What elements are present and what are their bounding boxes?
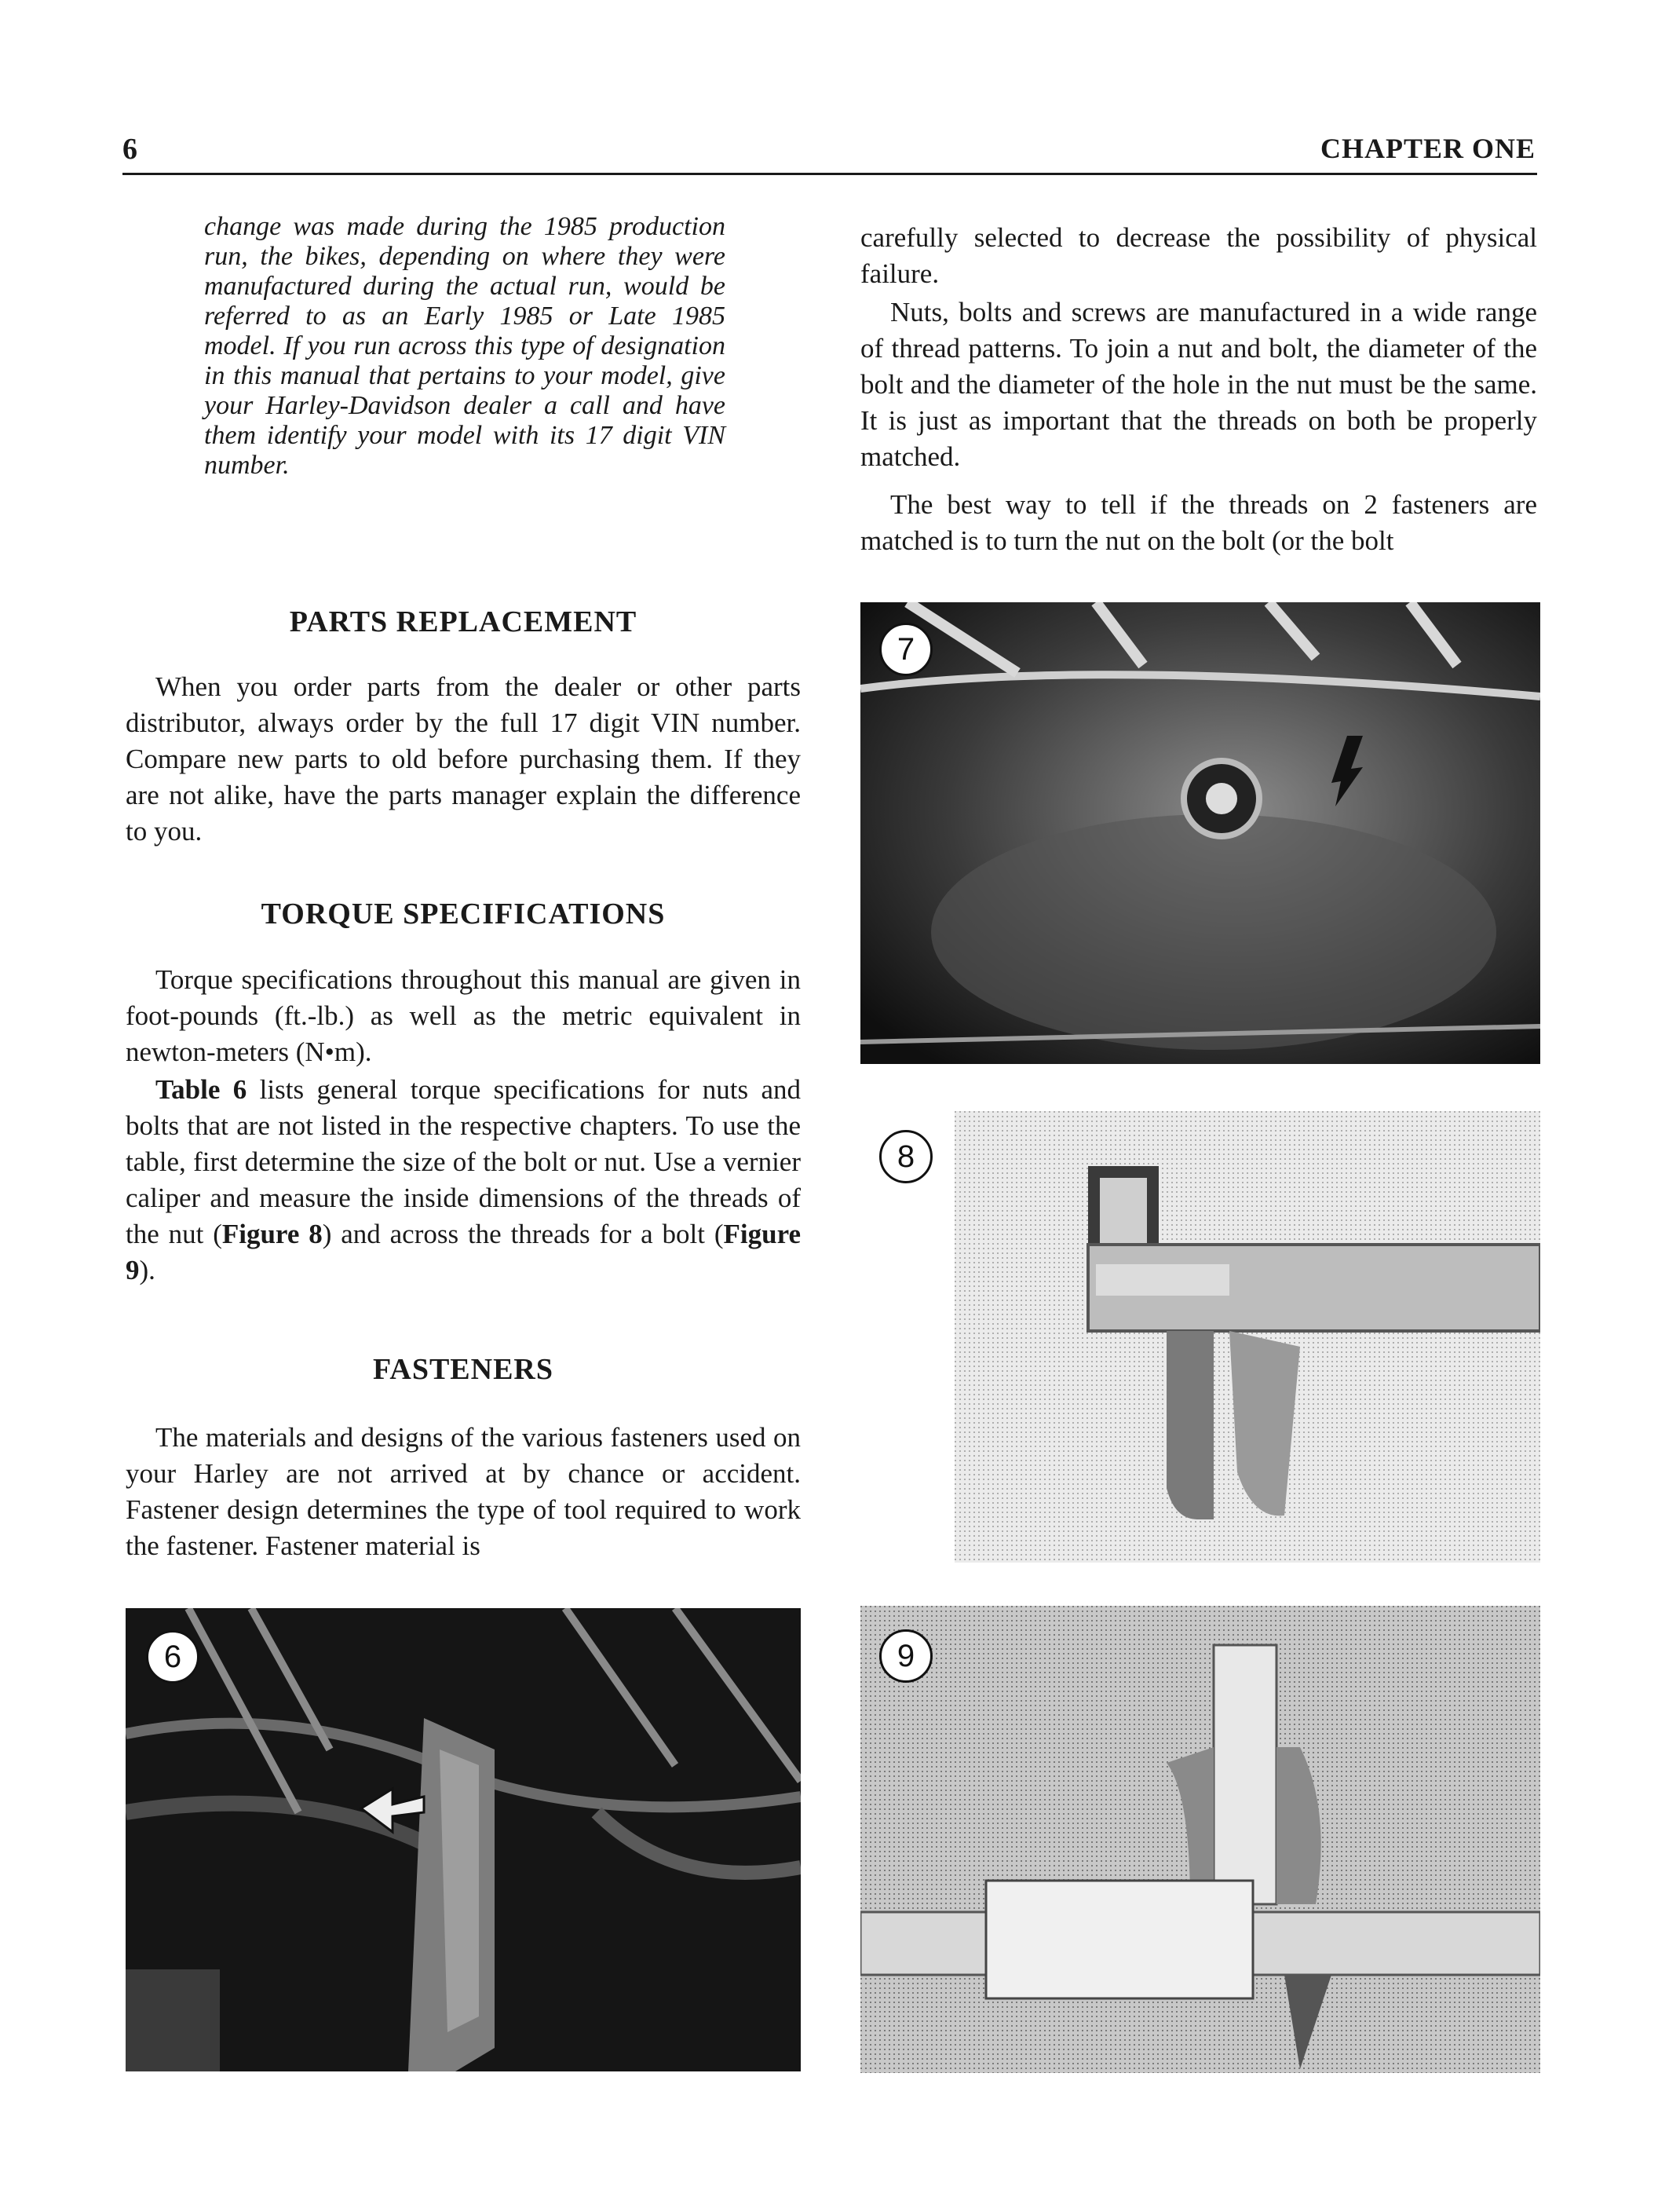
torque-body-text-b: ) and across the threads for a bolt ( bbox=[322, 1219, 724, 1249]
header-rule bbox=[122, 173, 1537, 175]
table-6-reference: Table 6 bbox=[155, 1074, 247, 1105]
torque-specifications-body-2 bbox=[126, 1072, 801, 1289]
caliper-nut-photo bbox=[860, 1111, 1540, 1563]
figure-7-badge: 7 bbox=[879, 623, 933, 676]
note-block bbox=[126, 212, 801, 481]
right-para-1: carefully selected to decrease the possibility of physical failure. bbox=[860, 222, 1537, 289]
page-number: 6 bbox=[122, 133, 137, 166]
figure-8-photo bbox=[860, 1111, 1540, 1563]
torque-specifications-heading: TORQUE SPECIFICATIONS bbox=[261, 898, 666, 931]
figure-9-badge: 9 bbox=[879, 1629, 933, 1683]
engine-photo bbox=[860, 602, 1540, 1064]
motorcycle-detail-photo bbox=[126, 1608, 801, 2071]
figure-8-badge: 8 bbox=[879, 1130, 933, 1183]
right-para-2: Nuts, bolts and screws are manufactured in a wide range of thread patterns. To join a nut and bolt, the diameter of the bolt and the diameter of the hole in the nut must be the same. It is just as important that the threads on both be properly matched. bbox=[860, 297, 1537, 472]
parts-replacement-heading: PARTS REPLACEMENT bbox=[289, 605, 637, 638]
caliper-bolt-photo bbox=[860, 1606, 1540, 2073]
torque-specifications-body-1: Torque specifications throughout this manual are given in foot-pounds (ft.-lb.) as well as the metric equivalent in newton-meters (N•m). bbox=[126, 964, 801, 1067]
fasteners-heading: FASTENERS bbox=[372, 1353, 554, 1386]
figure-9-photo bbox=[860, 1606, 1540, 2073]
right-para-3: The best way to tell if the threads on 2 fasteners are matched is to turn the nut on the bolt (or the bolt bbox=[860, 489, 1537, 556]
figure-8-reference: Figure 8 bbox=[221, 1219, 323, 1249]
figure-7-photo bbox=[860, 602, 1540, 1064]
figure-6-badge: 6 bbox=[146, 1630, 199, 1684]
parts-replacement-body: When you order parts from the dealer or other parts distributor, always order by the full 17 digit VIN number. Compare new parts to old before purchasing them. If they are not alike, have the parts manager explain the difference to you. bbox=[126, 671, 801, 846]
note-text: change was made during the 1985 production run, the bikes, depending on where they were manufactured during the actual run, would be referred to as an Early 1985 or Late 1985 model. If you run across this type of designation in this manual that pertains to your model, give your Harley-Davidson dealer a call and have them identify your model with its 17 digit VIN number. bbox=[204, 212, 725, 480]
torque-body-text-a: lists general torque specifications for nuts and bolts that are not listed in the respective chapters. To use the table, first determine the size of the bolt or nut. Use a vernier caliper and measure the inside dimensions of the threads of the nut ( bbox=[126, 1074, 802, 1249]
fasteners-body: The materials and designs of the various fasteners used on your Harley are not arrived at by chance or accident. Fastener design determines the type of tool required to work the fastener. Fastener material is bbox=[126, 1422, 801, 1561]
torque-body-text-c: ). bbox=[139, 1255, 155, 1285]
figure-6-photo bbox=[126, 1608, 801, 2071]
chapter-title: CHAPTER ONE bbox=[1320, 133, 1536, 164]
figure-9-reference: Figure 9 bbox=[126, 1219, 802, 1285]
